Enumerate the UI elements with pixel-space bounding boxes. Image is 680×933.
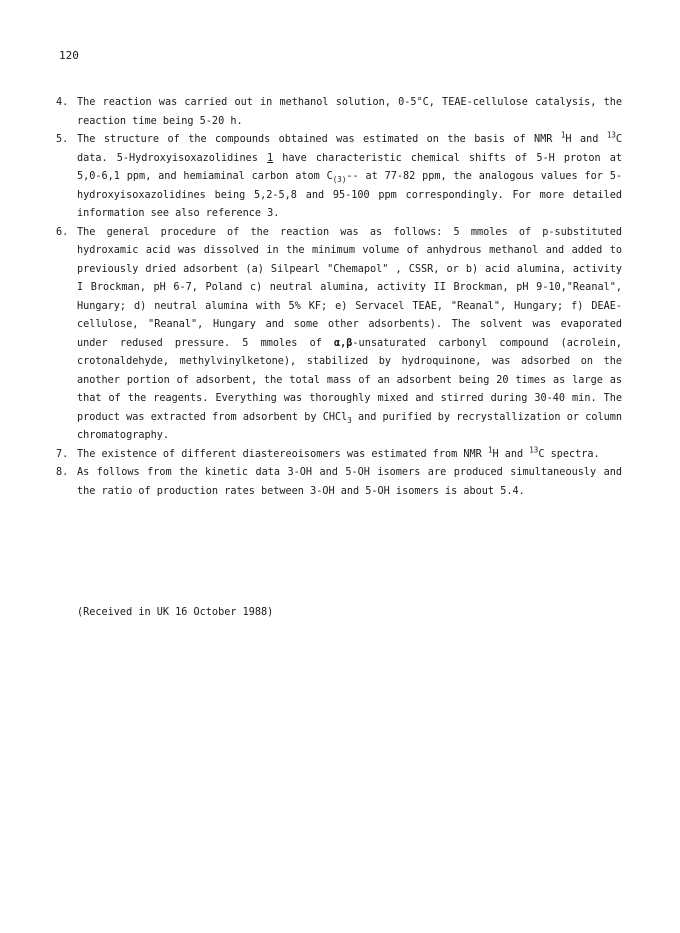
superscript: 1: [560, 130, 566, 140]
note-text: As follows from the kinetic data 3-OH and 5-OH isomers are produced simultaneously and the ratio of production rates between 3-OH and 5-OH isomers is about 5.4.: [77, 467, 622, 497]
note-text-part: and purified by recrystallization or column chromatography.: [77, 411, 622, 441]
received-date: (Received in UK 16 October 1988): [77, 607, 274, 618]
greek-symbols: α,β: [334, 337, 353, 349]
note-text-part: C spectra.: [538, 448, 600, 460]
note-text-part: H and: [492, 448, 524, 460]
note-text-part: -unsaturated carbonyl compound (acrolein, crotonaldehyde, methylvinylketone), stabilized by hydroquinone, was adsorbed on the another portion of adsorbent, the total mass of an adsorbent being 20 times as large as that of the reagents. Everything was thoroughly mixed and stirred during 30-40 min. The product was extracted from adsorbent by CHCl: [77, 337, 622, 423]
note-text: The reaction was carried out in methanol solution, 0-5°C, TEAE-cellulose catalysis, the reaction time being 5-20 h.: [77, 97, 622, 127]
note-number: 4.: [56, 97, 69, 108]
note-text-part: have characteristic chemical shifts of 5-H proton at 5,0-6,1 ppm, and hemiaminal carbon atom C: [77, 152, 623, 182]
notes-list: [56, 94, 622, 501]
note-text: [77, 446, 622, 465]
note-text-part: -- at 77-82 ppm, the analogous values for 5-hydroxyisoxazolidines being 5,2-5,8 and 95-100 ppm correspondingly. For more detailed information see also reference 3.: [77, 171, 622, 219]
note-6: [56, 224, 622, 446]
compound-reference: 1: [266, 152, 274, 164]
superscript: 13: [606, 130, 616, 140]
note-7: [56, 446, 622, 465]
note-text-part: The structure of the compounds obtained was estimated on the basis of NMR: [77, 134, 553, 145]
page-number: 120: [59, 49, 79, 62]
note-text-part: The general procedure of the reaction was as follows: 5 mmoles of p-substituted hydroxamic acid was dissolved in the minimum volume of anhydrous methanol and added to previously dried adsorbent (a) Silpearl "Chemapol" , CSSR, or b) acid alumina, activity I Brockman, pH 6-7, Poland c) neutral alumina, activity II Brockman, pH 9-10,"Reanal", Hungary; d) neutral alumina with 5% KF; e) Servacel TEAE, "Reanal", Hungary; f) DEAE-cellulose, "Reanal", Hungary and some other adsorbents). The solvent was evaporated under redused pressure. 5 mmoles of: [77, 226, 622, 349]
superscript: 1: [487, 445, 493, 455]
note-4: [56, 94, 622, 131]
note-text-part: The existence of different diastereoisomers was estimated from NMR: [77, 448, 482, 460]
subscript: 3: [347, 415, 352, 425]
note-text-part: H and: [565, 134, 599, 145]
note-8: [56, 464, 622, 501]
note-5: [56, 131, 622, 224]
superscript: 13: [529, 445, 539, 455]
note-text-part: C data. 5-Hydroxyisoxazolidines: [77, 134, 623, 164]
note-number: 6.: [56, 226, 69, 238]
note-text: [77, 131, 622, 224]
note-number: 5.: [56, 134, 69, 145]
subscript: (3): [332, 175, 347, 185]
note-text: [77, 224, 622, 446]
note-number: 8.: [56, 467, 69, 478]
note-number: 7.: [56, 448, 69, 460]
